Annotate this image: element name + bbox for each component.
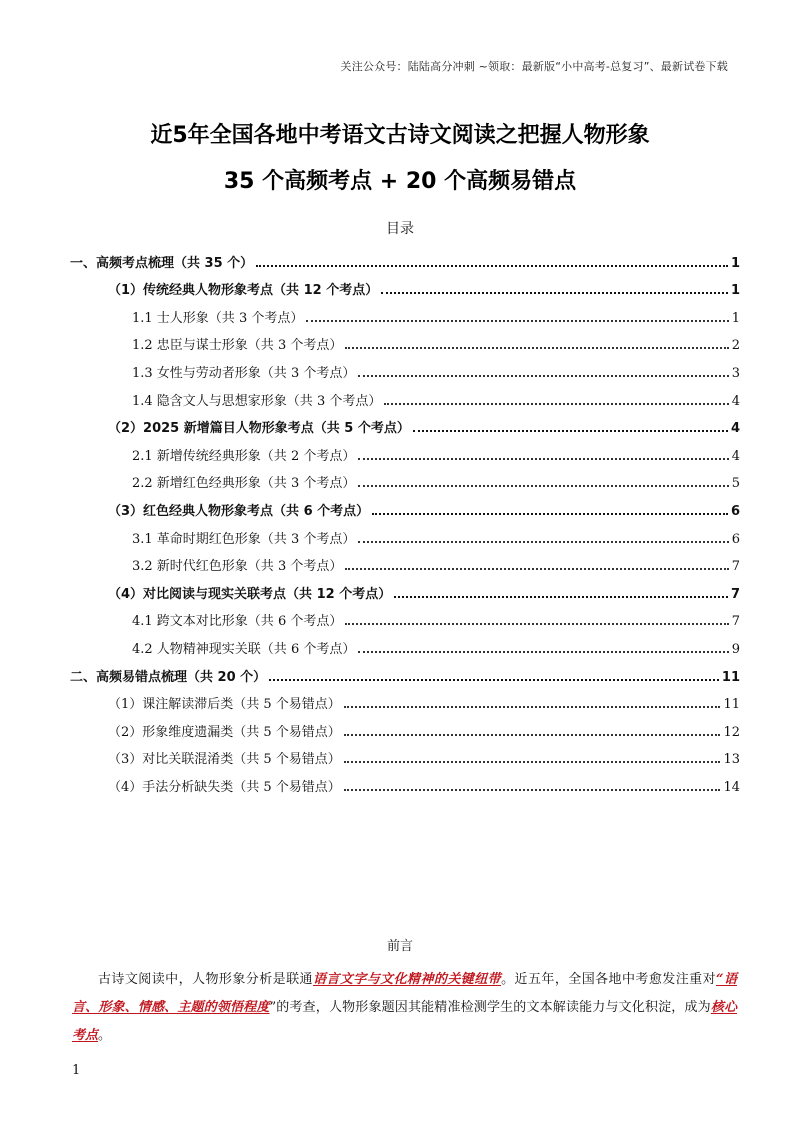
toc-entry-page: 3	[731, 365, 740, 381]
toc-entry-label: （2）形象维度遗漏类（共 5 个易错点）	[108, 724, 341, 740]
toc-entry-page: 7	[731, 559, 740, 575]
toc-entry[interactable]	[70, 602, 740, 630]
toc-entry-page: 1	[731, 310, 740, 326]
document-title: 近5年全国各地中考语文古诗文阅读之把握人物形象	[150, 123, 650, 148]
toc-entry-page: 4	[731, 393, 740, 409]
toc-leader-dots	[358, 457, 728, 460]
toc-entry-label: 二、高频易错点梳理（共 20 个）	[70, 669, 267, 685]
toc-entry-page: 1	[730, 283, 740, 299]
preface-heading: 前言	[386, 939, 413, 954]
preface-text: 。	[98, 1028, 112, 1043]
toc-entry[interactable]	[70, 381, 740, 409]
toc-entry[interactable]	[70, 767, 740, 795]
toc-entry-page: 6	[731, 531, 740, 547]
toc-entry[interactable]	[70, 574, 740, 602]
toc-entry[interactable]	[70, 243, 740, 271]
toc-entry-page: 11	[723, 697, 740, 713]
toc-leader-dots	[344, 760, 721, 763]
toc-leader-dots	[344, 705, 721, 708]
toc-entry-page: 4	[730, 421, 740, 437]
toc-leader-dots	[358, 650, 728, 653]
toc-leader-dots	[345, 567, 728, 570]
toc-entry-label: （3）红色经典人物形象考点（共 6 个考点）	[108, 503, 370, 519]
toc-entry-label: （4）手法分析缺失类（共 5 个易错点）	[108, 779, 341, 795]
toc-entry-label: 4.2 人物精神现实关联（共 6 个考点）	[132, 641, 356, 657]
toc-entry-page: 9	[731, 641, 740, 657]
toc-entry[interactable]	[70, 519, 740, 547]
toc-entry[interactable]	[70, 464, 740, 492]
toc-entry-label: 一、高频考点梳理（共 35 个）	[70, 255, 254, 271]
toc-leader-dots	[358, 484, 728, 487]
toc-entry[interactable]	[70, 657, 740, 685]
toc-entry[interactable]	[70, 436, 740, 464]
header-note: 关注公众号：陆陆高分冲刺 ~领取：最新版“小中高考-总复习”、最新试卷下载	[340, 60, 728, 73]
toc-leader-dots	[269, 678, 719, 681]
toc-entry-page: 7	[730, 586, 740, 602]
toc-leader-dots	[344, 733, 721, 736]
toc-entry-page: 2	[731, 338, 740, 354]
preface-text: ”的考查，人物形象题因其能精准检测学生的文本解读能力与文化积淀，成为	[269, 1000, 711, 1015]
toc-entry-page: 7	[731, 614, 740, 630]
preface-emphasis: 核心考点	[72, 1000, 737, 1043]
toc-entry[interactable]	[70, 271, 740, 299]
toc-entry-label: 1.3 女性与劳动者形象（共 3 个考点）	[132, 365, 356, 381]
toc-entry-label: 2.2 新增红色经典形象（共 3 个考点）	[132, 476, 356, 492]
toc-entry[interactable]	[70, 353, 740, 381]
toc-entry[interactable]	[70, 547, 740, 575]
preface-emphasis: “语言、形象、情感、主题的领悟程度	[72, 972, 737, 1015]
toc-heading: 目录	[386, 221, 414, 237]
toc-entry-page: 5	[731, 476, 740, 492]
toc-entry-label: 1.4 隐含文人与思想家形象（共 3 个考点）	[132, 393, 382, 409]
toc-entry-page: 11	[721, 669, 740, 685]
toc-entry-label: 1.1 士人形象（共 3 个考点）	[132, 310, 304, 326]
document-subtitle: 35 个高频考点 + 20 个高频易错点	[223, 169, 577, 194]
page-number: 1	[72, 1063, 81, 1078]
toc-entry[interactable]	[70, 491, 740, 519]
toc-entry-label: 1.2 忠臣与谋士形象（共 3 个考点）	[132, 338, 343, 354]
toc-entry-label: （4）对比阅读与现实关联考点（共 12 个考点）	[108, 586, 392, 602]
preface-text: 。近五年，全国各地中考愈发注重对	[501, 972, 717, 987]
toc-entry[interactable]	[70, 629, 740, 657]
table-of-contents	[70, 243, 740, 795]
toc-leader-dots	[358, 540, 728, 543]
toc-entry-page: 6	[730, 503, 740, 519]
toc-leader-dots	[372, 512, 728, 515]
toc-leader-dots	[394, 595, 728, 598]
toc-entry-label: （1）课注解读滞后类（共 5 个易错点）	[108, 697, 341, 713]
preface-text: 古诗文阅读中，人物形象分析是联通	[98, 972, 313, 987]
toc-entry[interactable]	[70, 409, 740, 437]
toc-entry-label: （1）传统经典人物形象考点（共 12 个考点）	[108, 283, 379, 299]
toc-leader-dots	[413, 429, 728, 432]
toc-leader-dots	[256, 264, 728, 267]
toc-entry[interactable]	[70, 712, 740, 740]
toc-entry-label: 2.1 新增传统经典形象（共 2 个考点）	[132, 448, 356, 464]
toc-leader-dots	[306, 319, 728, 322]
toc-leader-dots	[345, 346, 728, 349]
toc-entry-label: 3.1 革命时期红色形象（共 3 个考点）	[132, 531, 356, 547]
toc-leader-dots	[381, 291, 728, 294]
toc-entry-label: （2）2025 新增篇目人物形象考点（共 5 个考点）	[108, 421, 410, 437]
toc-entry-page: 1	[730, 255, 740, 271]
toc-entry-page: 14	[723, 779, 740, 795]
toc-entry-page: 4	[731, 448, 740, 464]
toc-entry-label: （3）对比关联混淆类（共 5 个易错点）	[108, 752, 341, 768]
toc-entry[interactable]	[70, 685, 740, 713]
toc-entry[interactable]	[70, 298, 740, 326]
toc-leader-dots	[345, 622, 728, 625]
toc-entry-page: 12	[723, 724, 740, 740]
toc-entry-label: 3.2 新时代红色形象（共 3 个考点）	[132, 559, 343, 575]
toc-entry-page: 13	[723, 752, 740, 768]
toc-entry-label: 4.1 跨文本对比形象（共 6 个考点）	[132, 614, 343, 630]
toc-leader-dots	[344, 788, 721, 791]
preface-emphasis: 语言文字与文化精神的关键纽带	[312, 972, 502, 987]
toc-leader-dots	[384, 402, 728, 405]
toc-entry[interactable]	[70, 740, 740, 768]
toc-leader-dots	[358, 374, 728, 377]
toc-entry[interactable]	[70, 326, 740, 354]
preface-paragraph	[72, 966, 737, 1050]
